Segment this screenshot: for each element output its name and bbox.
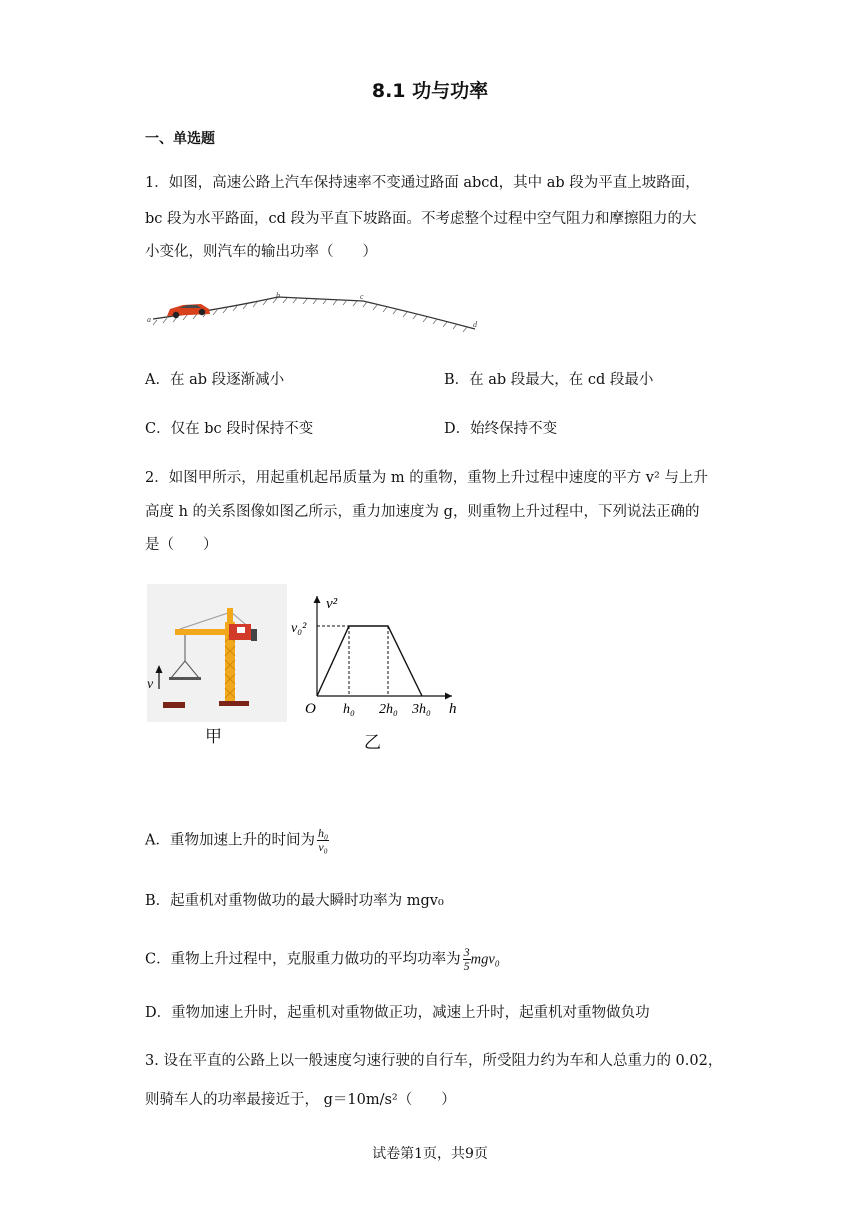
q2-option-a-text: A．重物加速上升的时间为 xyxy=(145,832,315,849)
q2-line-3: 是（ ） xyxy=(145,537,218,553)
q2-option-c-fraction xyxy=(463,946,471,973)
road-label-c: c xyxy=(360,292,364,301)
q2-option-c-tail: mgv₀ xyxy=(470,951,500,968)
q2-option-d: D．重物加速上升时，起重机对重物做正功，减速上升时，起重机对重物做负功 xyxy=(145,1005,650,1021)
graph-x-label: h xyxy=(449,701,457,717)
q1-line-1: 1．如图，高速公路上汽车保持速率不变通过路面 abcd，其中 ab 段为平直上坡路面， xyxy=(145,175,700,191)
road-label-a: a xyxy=(147,315,151,324)
page-title: 8.1 功与功率 xyxy=(371,80,489,102)
q2-option-a-numerator: h₀ xyxy=(317,826,329,840)
road-figure xyxy=(143,287,488,339)
graph-x-tick-1: h₀ xyxy=(343,702,355,717)
crane-figure xyxy=(147,584,289,724)
q2-line-1: 2．如图甲所示，用起重机起吊质量为 m 的重物，重物上升过程中速度的平方 v² 与上升 xyxy=(145,470,708,486)
q1-line-2: bc 段为水平路面，cd 段为平直下坡路面。不考虑整个过程中空气阻力和摩擦阻力的大 xyxy=(145,211,697,227)
q2-option-c-numerator: 3 xyxy=(463,945,470,959)
q2-option-a-fraction xyxy=(317,827,329,854)
graph-x-tick-3: 3h₀ xyxy=(412,702,431,717)
graph-y-label: v² xyxy=(326,596,338,612)
q2-option-a xyxy=(145,827,329,854)
graph-x-tick-2: 2h₀ xyxy=(379,702,398,717)
q3-line-1: 3. 设在平直的公路上以一般速度匀速行驶的自行车，所受阻力约为车和人总重力的 0.02， xyxy=(145,1053,723,1069)
q2-option-c xyxy=(145,946,500,973)
crane-v-label: v xyxy=(147,677,154,692)
q1-option-b: B．在 ab 段最大，在 cd 段最小 xyxy=(444,372,654,388)
v2-h-graph xyxy=(290,590,465,725)
q2-option-c-denominator: 5 xyxy=(463,959,470,973)
graph-y-tick: v₀² xyxy=(291,621,307,636)
q2-option-a-denominator: v₀ xyxy=(318,840,328,854)
q2-line-2: 高度 h 的关系图像如图乙所示，重力加速度为 g，则重物上升过程中，下列说法正确的 xyxy=(145,504,700,520)
figure-caption-jia: 甲 xyxy=(205,727,222,747)
road-label-d: d xyxy=(473,320,477,329)
q1-line-3: 小变化，则汽车的输出功率（ ） xyxy=(145,244,377,260)
q1-option-a: A．在 ab 段逐渐减小 xyxy=(145,372,285,388)
page-footer: 试卷第1页，共9页 xyxy=(372,1146,488,1162)
q2-option-b: B．起重机对重物做功的最大瞬时功率为 mgv₀ xyxy=(145,893,444,909)
road-label-b: b xyxy=(276,291,280,300)
q1-option-d: D．始终保持不变 xyxy=(444,421,558,437)
q2-option-c-text: C．重物上升过程中，克服重力做功的平均功率为 xyxy=(145,951,461,968)
graph-origin-label: O xyxy=(305,701,316,717)
q1-option-c: C．仅在 bc 段时保持不变 xyxy=(145,421,314,437)
q3-line-2: 则骑车人的功率最接近于， g＝10m/s²（ ） xyxy=(145,1092,456,1108)
figure-caption-yi: 乙 xyxy=(364,733,381,753)
section-heading: 一、单选题 xyxy=(145,131,215,147)
